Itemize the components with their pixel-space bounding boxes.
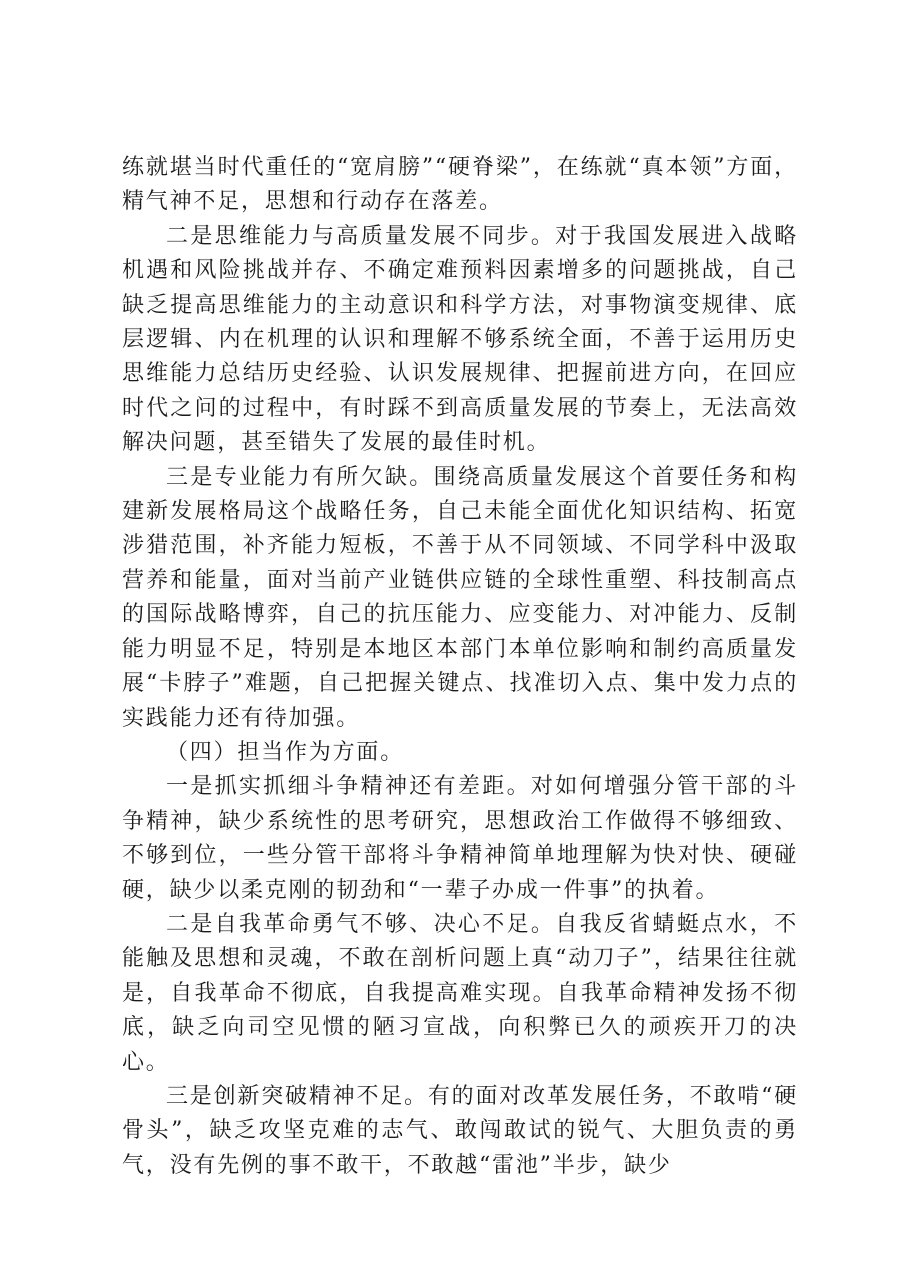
paragraph-thinking-ability: 二是思维能力与高质量发展不同步。对于我国发展进入战略机遇和风险挑战并存、不确定难预料因素增多的问题挑战，自己缺乏提高思维能力的主动意识和科学方法，对事物演变规律、底层逻辑、内在机理的认识和理解不够系统全面，不善于运用历史思维能力总结历史经验、认识发展规律、把握前进方向，在回应时代之问的过程中，有时踩不到高质量发展的节奏上，无法高效解决问题，甚至错失了发展的最佳时机。 (122, 223, 798, 456)
paragraph-continuation: 练就堪当时代重任的“宽肩膀”“硬脊梁”，在练就“真本领”方面，精气神不足，思想和行动存在落差。 (122, 155, 798, 215)
paragraph-innovation-spirit: 三是创新突破精神不足。有的面对改革发展任务，不敢啃“硬骨头”，缺乏攻坚克难的志气、敢闯敢试的锐气、大胆负责的勇气，没有先例的事不敢干，不敢越“雷池”半步，缺少 (122, 1083, 798, 1178)
paragraph-self-revolution: 二是自我革命勇气不够、决心不足。自我反省蜻蜓点水，不能触及思想和灵魂，不敢在剖析问题上真“动刀子”，结果往往就是，自我革命不彻底，自我提高难实现。自我革命精神发扬不彻底，缺乏向司空见惯的陋习宣战，向积弊已久的顽疾开刀的决心。 (122, 911, 798, 1075)
section-heading-responsibility: （四）担当作为方面。 (166, 739, 405, 765)
paragraph-struggle-spirit: 一是抓实抓细斗争精神还有差距。对如何增强分管干部的斗争精神，缺少系统性的思考研究，思想政治工作做得不够细致、不够到位，一些分管干部将斗争精神简单地理解为快对快、硬碰硬，缺少以柔克刚的韧劲和“一辈子办成一件事”的执着。 (122, 774, 798, 903)
paragraph-professional-ability: 三是专业能力有所欠缺。围绕高质量发展这个首要任务和构建新发展格局这个战略任务，自己未能全面优化知识结构、拓宽涉猎范围，补齐能力短板，不善于从不同领域、不同学科中汲取营养和能量，面对当前产业链供应链的全球性重塑、科技制高点的国际战略博弈，自己的抗压能力、应变能力、对冲能力、反制能力明显不足，特别是本地区本部门本单位影响和制约高质量发展“卡脖子”难题，自己把握关键点、找准切入点、集中发力点的实践能力还有待加强。 (122, 464, 798, 731)
document-page (122, 151, 798, 1183)
